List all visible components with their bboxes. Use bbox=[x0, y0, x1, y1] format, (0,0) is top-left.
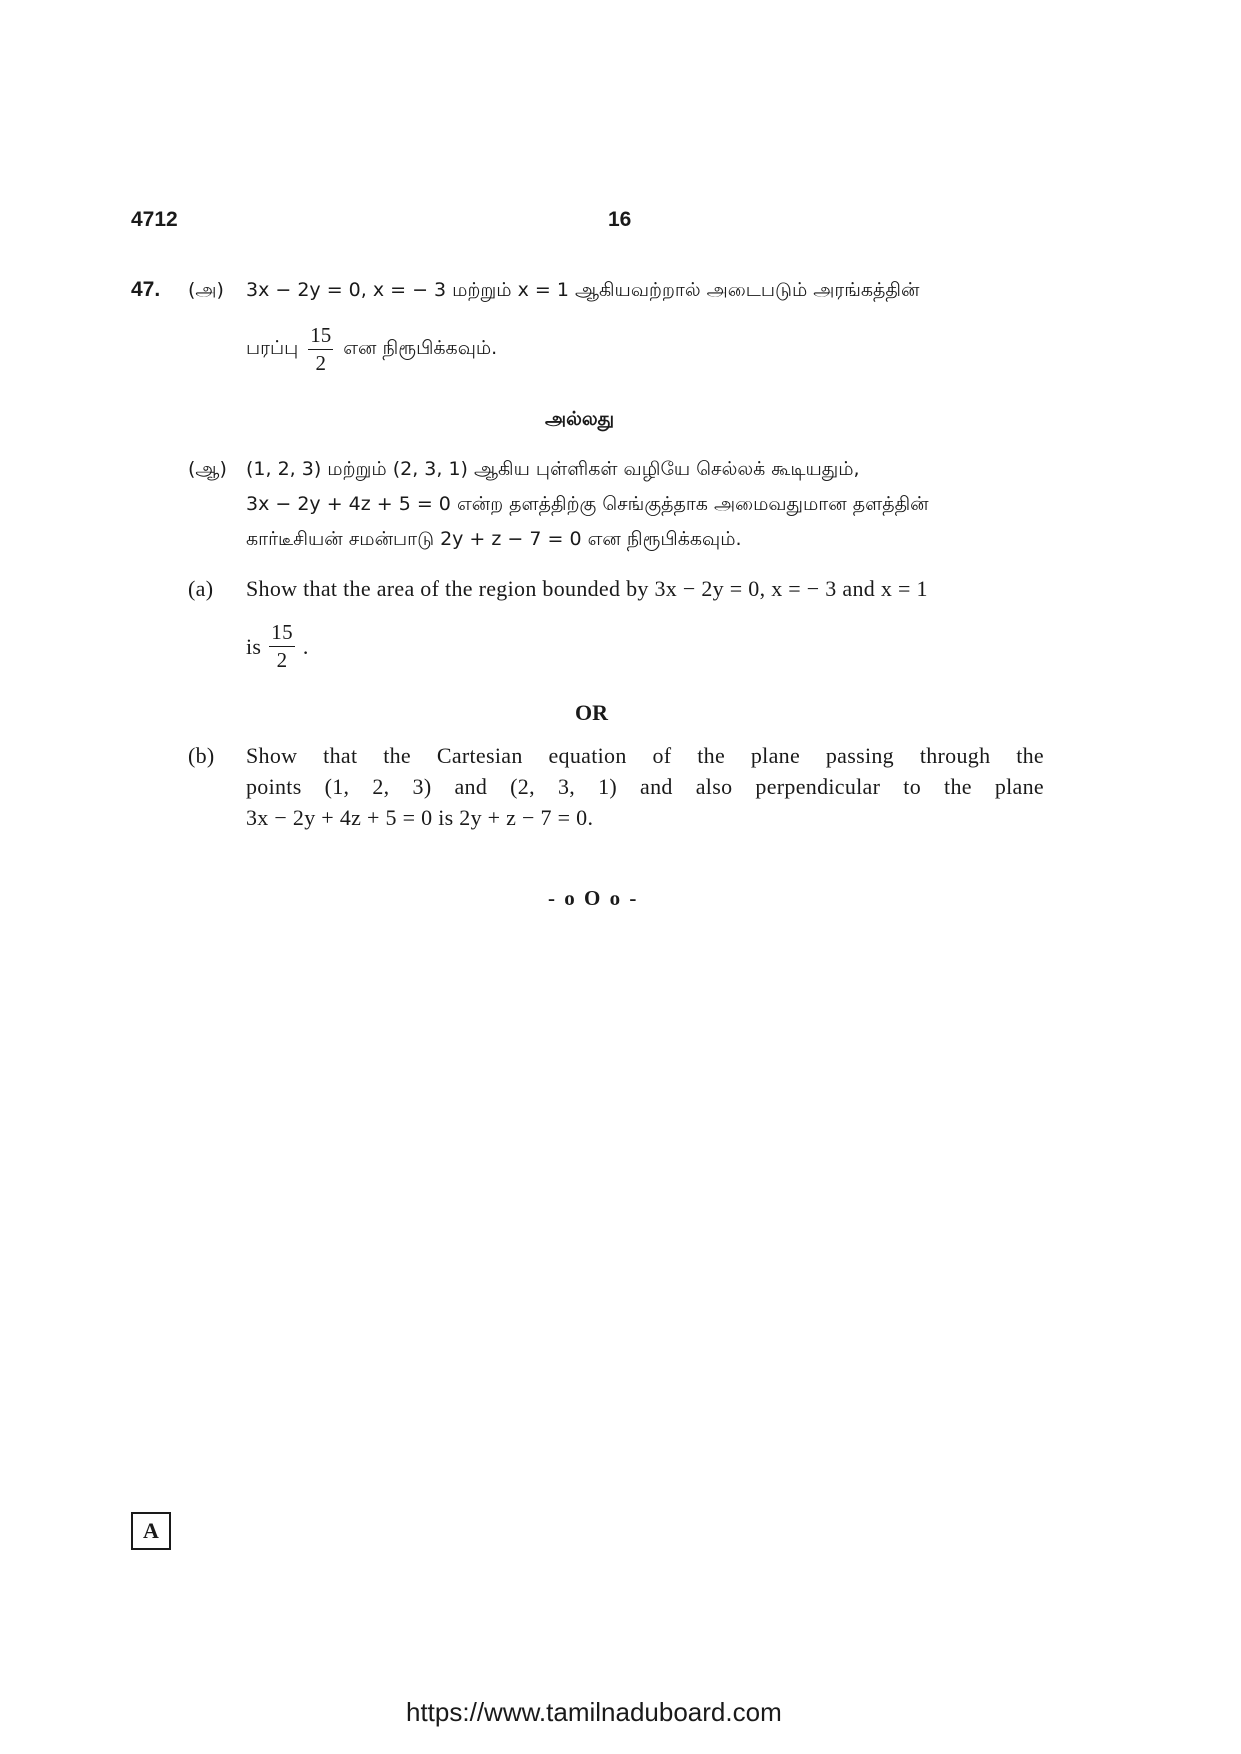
english-part-a-line1: Show that the area of the region bounded by 3x − 2y = 0, x = − 3 and x = 1 bbox=[246, 576, 928, 601]
fraction-denominator: 2 bbox=[276, 648, 288, 672]
page-number: 16 bbox=[608, 208, 632, 231]
tamil-or: அல்லது bbox=[545, 408, 615, 430]
english-part-a-label: (a) bbox=[188, 576, 214, 601]
tamil-fraction bbox=[308, 325, 333, 374]
tamil-part-b-line1: (1, 2, 3) மற்றும் (2, 3, 1) ஆகிய புள்ளிகள் வழியே செல்லக் கூடியதும், bbox=[246, 458, 860, 480]
fraction-denominator: 2 bbox=[315, 351, 326, 375]
fraction-numerator: 15 bbox=[269, 622, 295, 647]
end-mark: - o O o - bbox=[548, 886, 639, 910]
tamil-area-text: பரப்பு bbox=[246, 337, 299, 359]
version-box bbox=[131, 1512, 171, 1550]
tamil-part-a-label: (அ) bbox=[188, 279, 224, 301]
tamil-part-b-label: (ஆ) bbox=[188, 458, 227, 480]
question-number: 47. bbox=[131, 278, 161, 301]
exam-code: 4712 bbox=[131, 208, 178, 231]
english-part-b-line1: Show that the Cartesian equation of the plane passing through the bbox=[246, 743, 1044, 768]
version-letter: A bbox=[143, 1518, 159, 1543]
fraction-numerator: 15 bbox=[308, 325, 333, 350]
english-period: . bbox=[302, 633, 309, 659]
tamil-part-b-line2: 3x − 2y + 4z + 5 = 0 என்ற தளத்திற்கு செங்குத்தாக அமைவதுமான தளத்தின் bbox=[246, 493, 929, 515]
tamil-part-b-line3: கார்டீசியன் சமன்பாடு 2y + z − 7 = 0 என நிரூபிக்கவும். bbox=[246, 528, 742, 550]
english-or: OR bbox=[575, 700, 608, 725]
english-is-text: is bbox=[246, 633, 262, 659]
tamil-part-a-line1: 3x − 2y = 0, x = − 3 மற்றும் x = 1 ஆகியவற்றால் அடைபடும் அரங்கத்தின் bbox=[246, 279, 920, 301]
footer-url[interactable]: https://www.tamilnaduboard.com bbox=[406, 1697, 782, 1727]
english-part-b-label: (b) bbox=[188, 743, 215, 768]
english-part-b-line3: 3x − 2y + 4z + 5 = 0 is 2y + z − 7 = 0. bbox=[246, 805, 594, 830]
english-fraction bbox=[269, 622, 295, 671]
tamil-prove-text: என நிரூபிக்கவும். bbox=[343, 337, 498, 359]
tamil-part-a-line2 bbox=[246, 325, 497, 374]
english-part-a-line2 bbox=[246, 622, 309, 671]
english-part-b-line2: points (1, 2, 3) and (2, 3, 1) and also perpendicular to the plane bbox=[246, 774, 1044, 799]
